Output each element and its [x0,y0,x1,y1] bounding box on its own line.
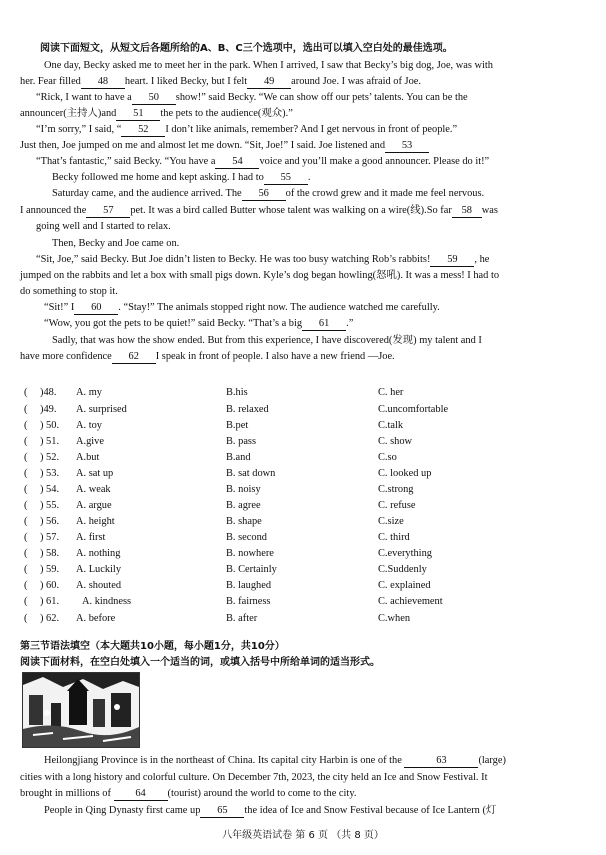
blank-65[interactable]: 65 [200,805,244,818]
grammar-line: Heilongjiang Province is in the northeast of China. Its capital city Harbin is one of the 63 (large) [44,755,506,768]
passage-line: going well and I started to relax. [36,221,171,232]
passage-line: “Wow, you got the pets to be quiet!” said Becky. “That’s a big 61 .” [44,318,353,331]
option-b[interactable]: B. pass [226,436,257,447]
blank-63[interactable]: 63 [404,755,478,768]
blank-61[interactable]: 61 [302,318,346,331]
grammar-line: brought in millions of 64 (tourist) around the world to come to the city. [20,788,356,801]
option-c[interactable]: C.everything [378,548,432,559]
option-b[interactable]: B. second [226,532,267,543]
passage-line: do something to stop it. [20,286,118,297]
option-b[interactable]: B. relaxed [226,404,269,415]
option-c[interactable]: C.talk [378,420,404,431]
passage-line: “Sit!” I 60 . “Stay!” The animals stopped right now. The audience watched me carefully. [44,302,440,315]
option-a[interactable]: A. first [76,532,106,543]
option-row-59: ( ) 59. A. Luckily B. Certainly C.Suddenly [24,564,427,575]
option-c[interactable]: C. achievement [378,596,443,607]
passage-line: “Sit, Joe,” said Becky. But Joe didn’t listen to Becky. He was too busy watching Rob’s rabbits! 59 , he [36,254,489,267]
option-c[interactable]: C. explained [378,580,431,591]
illustration-image [23,673,139,747]
option-a[interactable]: A. nothing [76,548,121,559]
passage-line: announcer(主持人)and 51 the pets to the audience(观众).” [20,108,293,121]
option-c[interactable]: C.when [378,613,411,624]
option-a[interactable]: A. surprised [76,404,127,415]
option-b[interactable]: B.and [226,452,251,463]
option-b[interactable]: B.his [226,387,248,398]
passage-line: “I’m sorry,” I said, “ 52 I don’t like animals, remember? And I get nervous in front of people.” [36,124,457,137]
option-row-52: ( ) 52. A.but B.and C.so [24,452,397,463]
blank-53[interactable]: 53 [385,140,429,153]
option-row-58: ( ) 58. A. nothing B. nowhere C.everything [24,548,432,559]
option-c[interactable]: C.strong [378,484,414,495]
option-a[interactable]: A. sat up [76,468,114,479]
page-footer: 八年级英语试卷 第 6 页 （共 8 页） [222,830,384,841]
blank-54[interactable]: 54 [215,156,259,169]
option-row-51: ( ) 51. A.give B. pass C. show [24,436,413,447]
option-b[interactable]: B. fairness [226,596,271,607]
option-a[interactable]: A. shouted [76,580,122,591]
blank-59[interactable]: 59 [430,254,474,267]
option-row-61: ( ) 61. A. kindness B. fairness C. achievement [24,596,443,607]
option-row-53: ( ) 53. A. sat up B. sat down C. looked up [24,468,432,479]
option-c[interactable]: C. looked up [378,468,432,479]
blank-57[interactable]: 57 [86,205,130,218]
option-a[interactable]: A. weak [76,484,111,495]
option-a[interactable]: A. Luckily [76,564,122,575]
blank-50[interactable]: 50 [132,92,176,105]
blank-64[interactable]: 64 [114,788,168,801]
blank-58[interactable]: 58 [452,205,482,218]
option-c[interactable]: C. refuse [378,500,416,511]
blank-49[interactable]: 49 [247,76,291,89]
blank-51[interactable]: 51 [116,108,160,121]
passage-line: I announced the 57 pet. It was a bird called Butter whose talent was walking on a wire(线).So far 58 was [20,205,498,218]
option-a[interactable]: A. argue [76,500,112,511]
option-b[interactable]: B. nowhere [226,548,274,559]
option-row-50: ( ) 50. A. toy B.pet C.talk [24,420,404,431]
option-b[interactable]: B. shape [226,516,262,527]
option-a[interactable]: A. kindness [82,596,132,607]
blank-48[interactable]: 48 [81,76,125,89]
option-b[interactable]: B. after [226,613,258,624]
blank-60[interactable]: 60 [74,302,118,315]
option-b[interactable]: B. sat down [226,468,276,479]
option-row-60: ( ) 60. A. shouted B. laughed C. explained [24,580,431,591]
option-c[interactable]: C. her [378,387,404,398]
passage-line: Becky followed me home and kept asking. I had to 55 . [52,172,310,185]
option-b[interactable]: B. noisy [226,484,261,495]
passage-line: Saturday came, and the audience arrived. The 56 of the crowd grew and it made me feel nervous. [52,188,484,201]
passage-line: Just then, Joe jumped on me and almost let me down. “Sit, Joe!” I said. Joe listened and 53 [20,140,429,153]
woodcut-illustration [22,672,140,748]
option-c[interactable]: C.Suddenly [378,564,427,575]
option-c[interactable]: C.size [378,516,404,527]
option-row-55: ( ) 55. A. argue B. agree C. refuse [24,500,416,511]
blank-62[interactable]: 62 [112,351,156,364]
option-a[interactable]: A.but [76,452,100,463]
option-a[interactable]: A. before [76,613,116,624]
option-b[interactable]: B. Certainly [226,564,277,575]
option-row-49: ( )49. A. surprised B. relaxed C.uncomfortable [24,404,449,415]
option-row-54: ( ) 54. A. weak B. noisy C.strong [24,484,414,495]
blank-55[interactable]: 55 [264,172,308,185]
passage-line: One day, Becky asked me to meet her in the park. When I arrived, I saw that Becky’s big dog, Joe, was with [44,60,493,71]
option-a[interactable]: A. my [76,387,102,398]
option-c[interactable]: C.so [378,452,397,463]
passage-line: Sadly, that was how the show ended. But from this experience, I have discovered(发现) my talent and I [52,335,482,346]
grammar-line: People in Qing Dynasty first came up 65 the idea of Ice and Snow Festival because of Ice Lantern (灯 [44,805,496,818]
passage-line: her. Fear filled 48 heart. I liked Becky, but I felt 49 around Joe. I was afraid of Joe. [20,76,421,89]
section3-instruction: 阅读下面材料，在空白处填入一个适当的词，或填入括号中所给单词的适当形式。 [20,657,380,668]
option-c[interactable]: C.uncomfortable [378,404,449,415]
option-c[interactable]: C. third [378,532,410,543]
passage-line: have more confidence 62 I speak in front of people. I also have a new friend —Joe. [20,351,395,364]
passage-line: Then, Becky and Joe came on. [52,238,180,249]
cloze-instruction: 阅读下面短文，从短文后各题所给的A、B、C三个选项中，选出可以填入空白处的最佳选项。 [40,43,453,54]
passage-line: jumped on the rabbits and let a box with small pigs down. Kyle’s dog began howling(怒吼). It was a mess! I had to [20,270,500,281]
passage-line: “That’s fantastic,” said Becky. “You have a 54 voice and you’ll make a good announcer. Please do it!” [36,156,489,169]
option-row-48: ( )48. A. my B.his C. her [24,387,404,398]
option-c[interactable]: C. show [378,436,413,447]
option-a[interactable]: A. toy [76,420,102,431]
option-b[interactable]: B. agree [226,500,261,511]
passage-line: “Rick, I want to have a 50 show!” said Becky. “We can show off our pets’ talents. You can be the [36,92,468,105]
option-row-57: ( ) 57. A. first B. second C. third [24,532,410,543]
option-a[interactable]: A.give [76,436,104,447]
blank-56[interactable]: 56 [242,188,286,201]
option-row-62: ( ) 62. A. before B. after C.when [24,613,411,624]
section3-heading: 第三节语法填空（本大题共10小题，每小题1分，共10分） [20,641,285,652]
blank-52[interactable]: 52 [121,124,165,137]
option-b[interactable]: B. laughed [226,580,272,591]
option-a[interactable]: A. height [76,516,115,527]
grammar-line: cities with a long history and colorful culture. On December 7th, 2023, the city held an Ice and Snow Festival. It [20,772,488,783]
option-row-56: ( ) 56. A. height B. shape C.size [24,516,404,527]
option-b[interactable]: B.pet [226,420,249,431]
